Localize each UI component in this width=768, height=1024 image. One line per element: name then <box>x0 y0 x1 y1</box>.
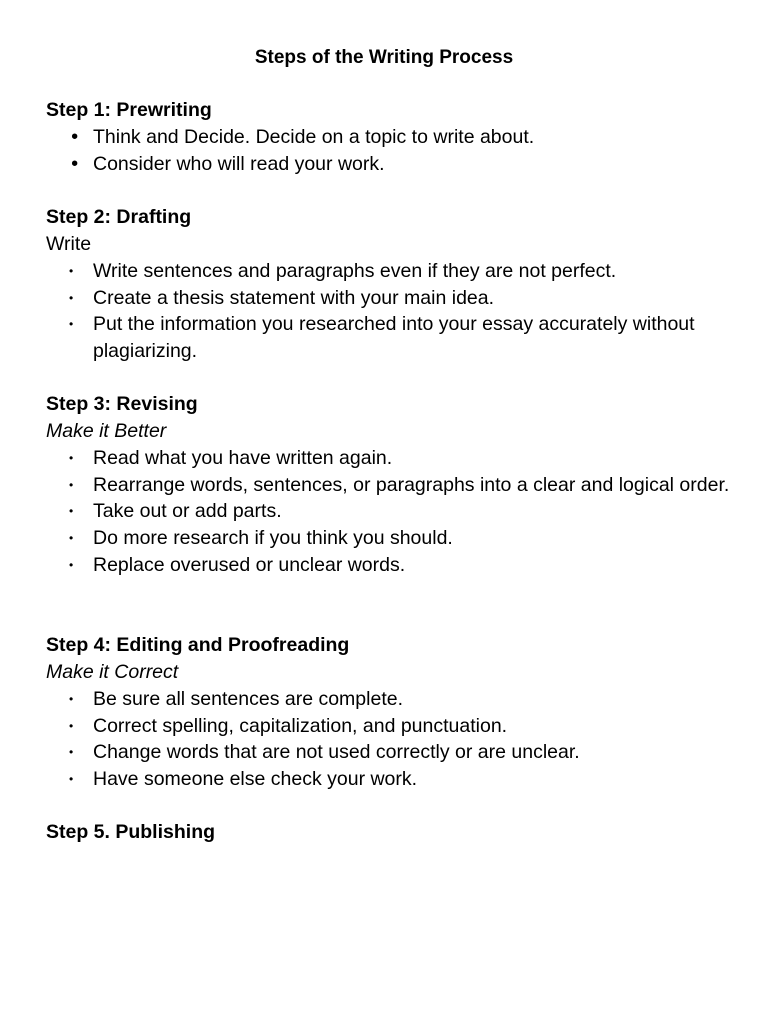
step-3-subtitle: Make it Better <box>46 420 167 442</box>
step-1-bullet-list <box>46 124 736 177</box>
list-item: • Read what you have written again. <box>46 445 736 472</box>
list-item: • Write sentences and paragraphs even if they are not perfect. <box>46 258 736 285</box>
list-item: • Rearrange words, sentences, or paragraphs into a clear and logical order. <box>46 472 736 499</box>
bullet-icon: • <box>71 152 79 175</box>
bullet-icon: • <box>69 745 74 760</box>
step-4-subtitle: Make it Correct <box>46 661 179 683</box>
list-item: • Correct spelling, capitalization, and punctuation. <box>46 713 736 740</box>
step-2-heading: Step 2: Drafting <box>46 206 192 228</box>
bullet-icon: • <box>69 531 74 546</box>
bullet-icon: • <box>69 451 74 465</box>
bullet-icon: • <box>69 557 74 572</box>
step-1-section <box>46 97 736 177</box>
step-3-heading: Step 3: Revising <box>46 393 198 415</box>
bullet-icon: • <box>69 477 74 492</box>
step-5-heading: Step 5. Publishing <box>46 821 216 843</box>
list-item: • Do more research if you think you should. <box>46 525 736 552</box>
bullet-icon: • <box>69 772 74 787</box>
bullet-icon: • <box>69 718 74 733</box>
list-item: • Consider who will read your work. <box>46 151 736 178</box>
list-item: • Have someone else check your work. <box>46 766 736 793</box>
bullet-icon: • <box>69 692 74 706</box>
bullet-icon: • <box>69 290 74 305</box>
step-2-subtitle: Write <box>46 233 92 255</box>
list-item: • Change words that are not used correctly or are unclear. <box>46 739 736 766</box>
page-title: Steps of the Writing Process <box>254 47 514 68</box>
list-item: • Replace overused or unclear words. <box>46 552 736 579</box>
step-4-heading: Step 4: Editing and Proofreading <box>46 634 350 656</box>
list-item: • Create a thesis statement with your main idea. <box>46 285 736 312</box>
step-3-bullet-list <box>46 445 736 579</box>
list-item: • Put the information you researched into your essay accurately without plagiarizing. <box>69 313 695 363</box>
step-4-bullet-list <box>46 686 736 793</box>
step-1-heading: Step 1: Prewriting <box>46 99 212 121</box>
list-item: • Be sure all sentences are complete. <box>46 686 736 713</box>
step-2-section <box>46 204 736 365</box>
bullet-icon: • <box>69 317 74 332</box>
bullet-icon: • <box>69 504 74 519</box>
step-4-section <box>46 632 736 793</box>
bullet-icon: • <box>71 126 79 148</box>
list-item: • Take out or add parts. <box>46 498 736 525</box>
step-2-bullet-list <box>46 258 736 365</box>
step-3-section <box>46 391 736 579</box>
step-5-section <box>46 819 736 846</box>
list-item: • Think and Decide. Decide on a topic to write about. <box>46 124 736 151</box>
bullet-icon: • <box>69 264 74 278</box>
